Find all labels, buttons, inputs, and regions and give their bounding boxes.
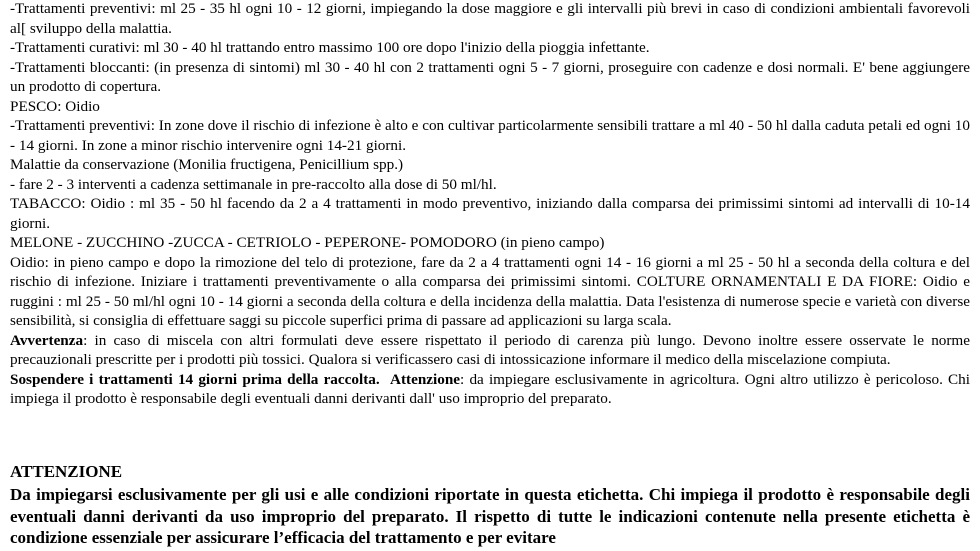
label-text-body: [10, 0, 970, 409]
sospendere-spacer: [380, 371, 390, 388]
attenzione-body: Da impiegarsi esclusivamente per gli usi e alle condizioni riportate in questa etichetta. Chi impiega il prodotto è responsabile degli eventuali danni derivanti da uso improprio del preparato. Il rispetto di tutte le indicazioni contenute nella presente etichetta è condizione essenziale per assicurare l’efficacia del trattamento e per evitare: [10, 485, 970, 547]
paragraph-pre-harvest: - fare 2 - 3 interventi a cadenza settimanale in pre-raccolto alla dose di 50 ml/hl.: [10, 175, 497, 193]
paragraph-preventive-treatments: -Trattamenti preventivi: ml 25 - 35 hl ogni 10 - 12 giorni, impiegando la dose maggiore e gli intervalli più brevi in caso di condizioni ambientali favorevoli al[ sviluppo della malattia.: [10, 0, 970, 37]
paragraph-pesco-preventive: -Trattamenti preventivi: In zone dove il rischio di infezione è alto e con cultivar particolarmente sensibili trattare a ml 40 - 50 hl dalla caduta petali ed ogni 10 - 14 giorni. In zone a minor rischio intervenire ogni 14-21 giorni.: [10, 117, 970, 154]
paragraph-storage-diseases: Malattie da conservazione (Monilia fructigena, Penicillium spp.): [10, 156, 404, 173]
paragraph-oidio-open-field: Oidio: in pieno campo e dopo la rimozione del telo di protezione, fare da 2 a 4 trattamenti ogni 14 - 16 giorni a ml 25 - 50 hl a seconda della coltura e del rischio di infezione. Iniziare i trattamenti preventivamente o alla comparsa dei primissimi sintomi. COLTURE ORNAMENTALI E DA FIORE: Oidio e ruggini : ml 25 - 50 ml/hl ogni 10 - 14 giorni a seconda della coltura e della incidenza della malattia. Data l'esistenza di numerose specie e varietà con diverse sensibilità, si consiglia di effettuare saggi su piccole superfici prima di passare ad applicazioni su larga scala.: [10, 253, 970, 329]
heading-pesco: PESCO: Oidio: [10, 97, 100, 115]
paragraph-avvertenza: [10, 331, 970, 370]
paragraph-tabacco: TABACCO: Oidio : ml 35 - 50 hl facendo da 2 a 4 trattamenti in modo preventivo, iniziando dalla comparsa dei primissimi sintomi ad intervalli di 10-14 giorni.: [10, 195, 970, 232]
heading-melone-group: MELONE - ZUCCHINO -ZUCCA - CETRIOLO - PEPERONE- POMODORO (in pieno campo): [10, 234, 605, 251]
paragraph-blocking-treatments: -Trattamenti bloccanti: (in presenza di sintomi) ml 30 - 40 hl con 2 trattamenti ogni 5 - 7 giorni, proseguire con cadenze e dosi normali. E' bene aggiungere un prodotto di copertura.: [10, 58, 970, 95]
paragraph-curative-treatments: -Trattamenti curativi: ml 30 - 40 hl trattando entro massimo 100 ore dopo l'inizio della pioggia infettante.: [10, 39, 650, 56]
paragraph-sospendere: [10, 370, 970, 409]
sospendere-label: Sospendere i trattamenti 14 giorni prima della raccolta.: [10, 370, 380, 388]
attenzione-inline-label: Attenzione: [390, 370, 461, 388]
avvertenza-text: : in caso di miscela con altri formulati deve essere rispettato il periodo di carenza più lungo. Devono inoltre essere osservate le norme precauzionali prescritte per i prodotti più tossici. Qualora si verificassero casi di intossicazione informare il medico della miscelazione compiuta.: [10, 331, 970, 368]
attenzione-title: ATTENZIONE: [10, 462, 123, 481]
sospendere-text: : da impiegare esclusivamente in agricoltura. Ogni altro utilizzo è pericoloso. Chi impiega il prodotto è responsabile degli eventuali danni derivanti dall' uso improprio del preparato.: [10, 370, 970, 407]
avvertenza-label: Avvertenza: [10, 331, 84, 349]
